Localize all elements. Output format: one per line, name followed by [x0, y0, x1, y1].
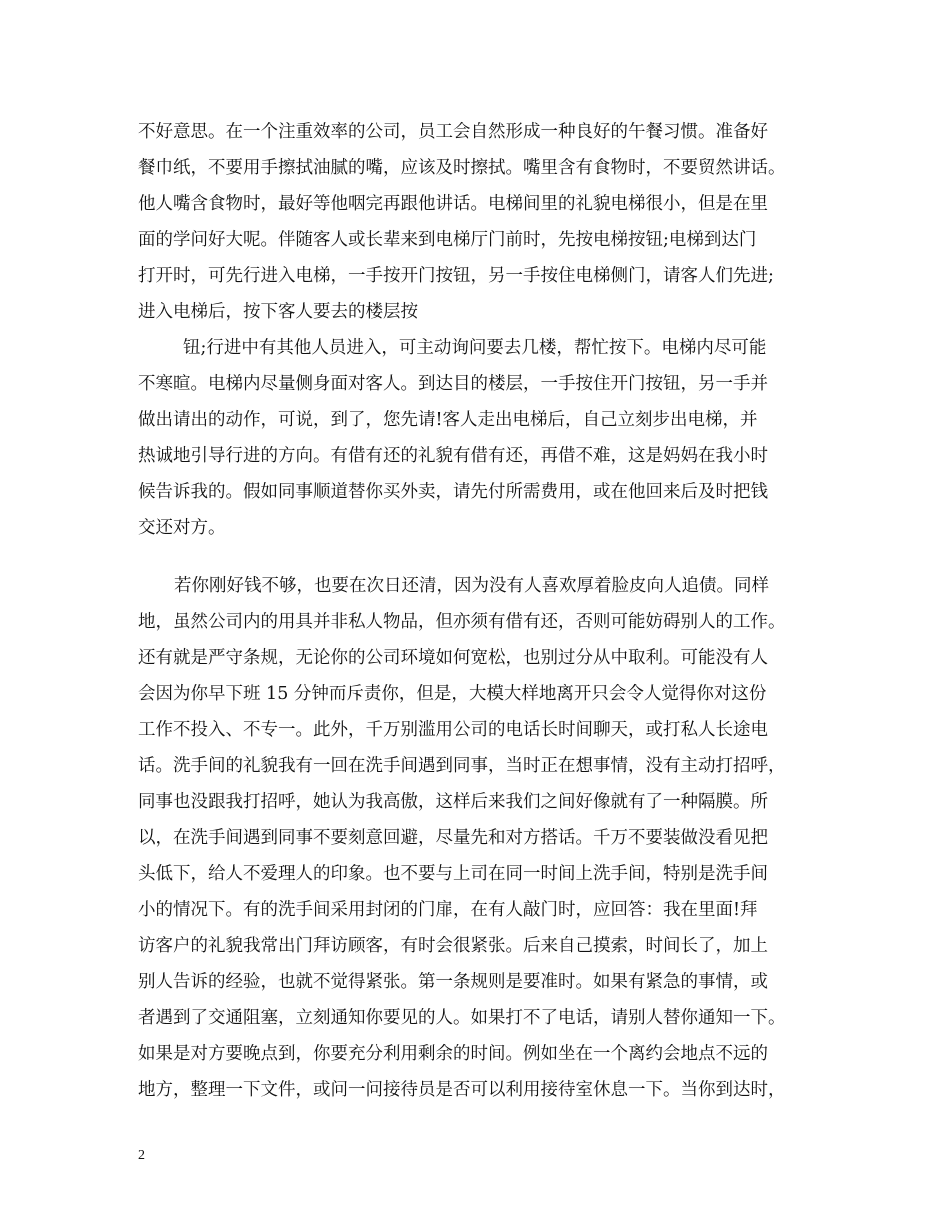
text-line: 话。洗手间的礼貌我有一回在洗手间遇到同事，当时正在想事情，没有主动打招呼， — [138, 756, 786, 776]
text-line: 餐巾纸，不要用手擦拭油腻的嘴，应该及时擦拭。嘴里含有食物时，不要贸然讲话。 — [138, 158, 786, 178]
text-line: 地，虽然公司内的用具并非私人物品，但亦须有借有还，否则可能妨碍别人的工作。 — [138, 612, 786, 632]
text-line: 他人嘴含食物时，最好等他咽完再跟他讲话。电梯间里的礼貌电梯很小，但是在里 — [138, 194, 768, 214]
text-line: 打开时，可先行进入电梯，一手按开门按钮，另一手按住电梯侧门，请客人们先进; — [138, 266, 774, 286]
text-line: 工作不投入、不专一。此外，千万别滥用公司的电话长时间聊天，或打私人长途电 — [138, 720, 768, 740]
text-line: 不寒暄。电梯内尽量侧身面对客人。到达目的楼层，一手按住开门按钮，另一手并 — [138, 374, 768, 394]
text-line: 者遇到了交通阻塞，立刻通知你要见的人。如果打不了电话，请别人替你通知一下。 — [138, 1008, 786, 1028]
text-line: 候告诉我的。假如同事顺道替你买外卖，请先付所需费用，或在他回来后及时把钱 — [138, 482, 768, 502]
text-line: 访客户的礼貌我常出门拜访顾客，有时会很紧张。后来自己摸索，时间长了，加上 — [138, 936, 768, 956]
text-line: 会因为你早下班 15 分钟而斥责你，但是，大模大样地离开只会令人觉得你对这份 — [138, 684, 767, 704]
text-line: 别人告诉的经验，也就不觉得紧张。第一条规则是要准时。如果有紧急的事情，或 — [138, 972, 768, 992]
text-line: 钮;行进中有其他人员进入，可主动询问要去几楼，帮忙按下。电梯内尽可能 — [183, 338, 767, 358]
text-line: 进入电梯后，按下客人要去的楼层按 — [138, 302, 418, 322]
text-line: 面的学问好大呢。伴随客人或长辈来到电梯厅门前时，先按电梯按钮;电梯到达门 — [138, 230, 757, 250]
text-line: 还有就是严守条规，无论你的公司环境如何宽松，也别过分从中取利。可能没有人 — [138, 648, 768, 668]
text-line: 以，在洗手间遇到同事不要刻意回避，尽量先和对方搭话。千万不要装做没看见把 — [138, 828, 768, 848]
text-line: 交还对方。 — [138, 518, 226, 538]
text-line: 热诚地引导行进的方向。有借有还的礼貌有借有还，再借不难，这是妈妈在我小时 — [138, 446, 768, 466]
text-line: 若你刚好钱不够，也要在次日还清，因为没有人喜欢厚着脸皮向人追债。同样 — [174, 576, 769, 596]
text-line: 不好意思。在一个注重效率的公司，员工会自然形成一种良好的午餐习惯。准备好 — [138, 122, 768, 142]
text-line: 地方，整理一下文件，或问一问接待员是否可以利用接待室休息一下。当你到达时， — [138, 1080, 786, 1100]
text-line: 同事也没跟我打招呼，她认为我高傲，这样后来我们之间好像就有了一种隔膜。所 — [138, 792, 768, 812]
text-line: 做出请出的动作，可说，到了，您先请!客人走出电梯后，自己立刻步出电梯，并 — [138, 410, 758, 430]
text-line: 头低下，给人不爱理人的印象。也不要与上司在同一时间上洗手间，特别是洗手间 — [138, 864, 768, 884]
page-number: 2 — [138, 1148, 145, 1163]
text-line: 小的情况下。有的洗手间采用封闭的门扉，在有人敲门时，应回答：我在里面!拜 — [138, 900, 758, 920]
text-line: 如果是对方要晚点到，你要充分利用剩余的时间。例如坐在一个离约会地点不远的 — [138, 1044, 768, 1064]
